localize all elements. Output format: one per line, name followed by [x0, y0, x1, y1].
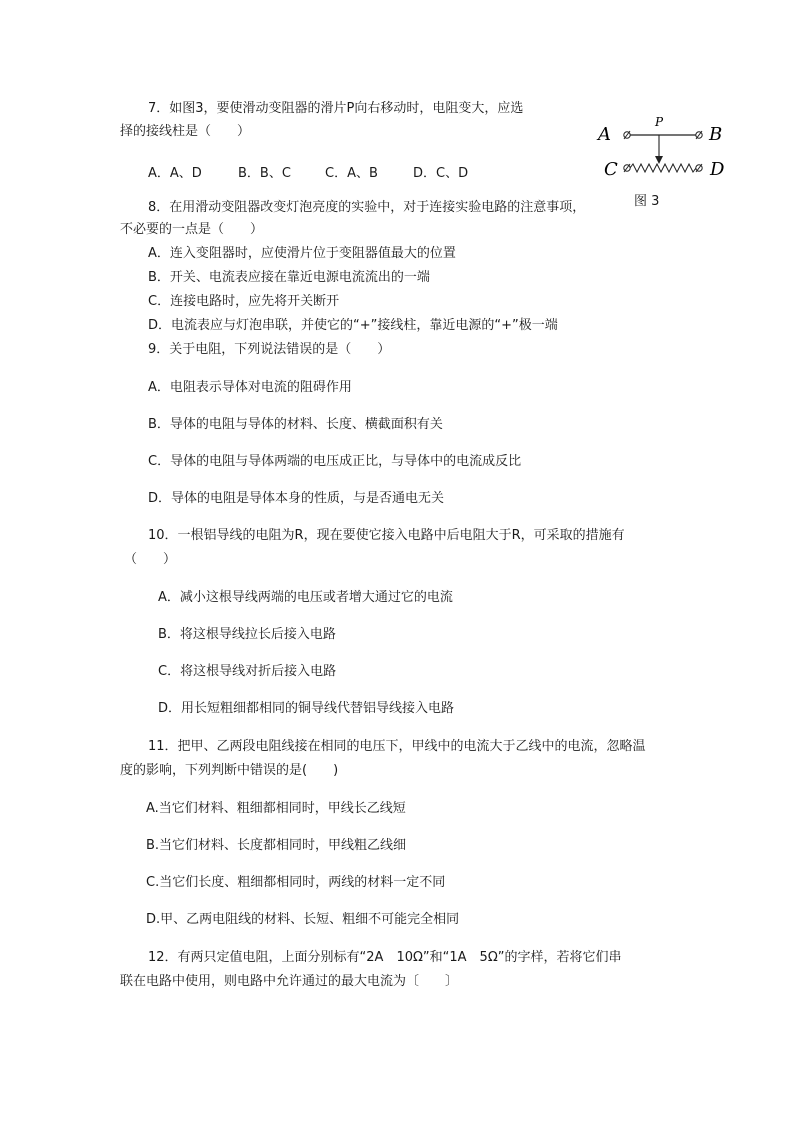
terminal-a-symbol	[624, 131, 630, 139]
q9-option-b: B．导体的电阻与导体的材料、长度、横截面积有关	[148, 417, 443, 432]
q11-stem-line2: 度的影响，下列判断中错误的是( )	[120, 763, 339, 778]
q7-option-d: D．C、D	[413, 166, 469, 181]
q11-option-a: A.当它们材料、粗细都相同时，甲线长乙线短	[146, 801, 406, 816]
terminal-c-symbol	[624, 164, 630, 172]
q10-option-a: A．减小这根导线两端的电压或者增大通过它的电流	[158, 590, 453, 605]
terminal-label-b: B	[709, 124, 723, 145]
terminal-label-c: C	[604, 159, 618, 180]
q10-option-d: D．用长短粗细都相同的铜导线代替铝导线接入电路	[158, 701, 455, 716]
q8-option-d: D．电流表应与灯泡串联，并使它的“+”接线柱，靠近电源的“+”极一端	[148, 318, 558, 333]
resistance-coil	[630, 164, 696, 172]
q8-stem-line2: 不必要的一点是（ ）	[120, 222, 264, 237]
rheostat-figure	[596, 110, 736, 210]
q8-option-c: C．连接电路时，应先将开关断开	[148, 294, 340, 309]
q11-option-c: C.当它们长度、粗细都相同时，两线的材料一定不同	[146, 875, 446, 890]
q8-option-a: A．连入变阻器时，应使滑片位于变阻器值最大的位置	[148, 246, 456, 261]
q10-option-c: C．将这根导线对折后接入电路	[158, 664, 337, 679]
q7-option-a: A．A、D	[148, 166, 202, 181]
q7-option-b: B．B、C	[238, 166, 291, 181]
q10-stem-line2: （ ）	[124, 552, 177, 567]
q9-option-d: D．导体的电阻是导体本身的性质，与是否通电无关	[148, 491, 445, 506]
slider-label-p: P	[655, 115, 664, 129]
q11-option-d: D.甲、乙两电阻线的材料、长短、粗细不可能完全相同	[146, 912, 460, 927]
q8-stem-line1: 8．在用滑动变阻器改变灯泡亮度的实验中，对于连接实验电路的注意事项，	[148, 200, 586, 215]
terminal-d-symbol	[696, 164, 702, 172]
q10-option-b: B．将这根导线拉长后接入电路	[158, 627, 336, 642]
q11-option-b: B.当它们材料、长度都相同时，甲线粗乙线细	[146, 838, 407, 853]
terminal-label-d: D	[710, 159, 725, 180]
q12-stem-line2: 联在电路中使用，则电路中允许通过的最大电流为〔 〕	[120, 974, 459, 989]
q9-option-a: A．电阻表示导体对电流的阻碍作用	[148, 380, 352, 395]
q9-option-c: C．导体的电阻与导体两端的电压成正比，与导体中的电流成反比	[148, 454, 522, 469]
q9-stem: 9．关于电阻，下列说法错误的是（ ）	[148, 342, 391, 357]
q10-stem-line1: 10．一根铝导线的电阻为R，现在要使它接入电路中后电阻大于R，可采取的措施有	[148, 528, 625, 543]
q8-option-b: B．开关、电流表应接在靠近电源电流流出的一端	[148, 270, 430, 285]
terminal-label-a: A	[598, 124, 611, 145]
slider-arrow	[655, 135, 663, 164]
q7-stem-line1: 7．如图3，要使滑动变阻器的滑片P向右移动时，电阻变大，应选	[148, 101, 524, 116]
figure-caption: 图 3	[634, 194, 660, 209]
q12-stem-line1: 12．有两只定值电阻，上面分别标有“2A 10Ω”和“1A 5Ω”的字样，若将它们串	[148, 950, 622, 965]
q7-option-c: C．A、B	[325, 166, 378, 181]
terminal-b-symbol	[696, 131, 702, 139]
q7-stem-line2: 择的接线柱是（ ）	[120, 124, 251, 139]
q11-stem-line1: 11．把甲、乙两段电阻线接在相同的电压下，甲线中的电流大于乙线中的电流，忽略温	[148, 739, 646, 754]
